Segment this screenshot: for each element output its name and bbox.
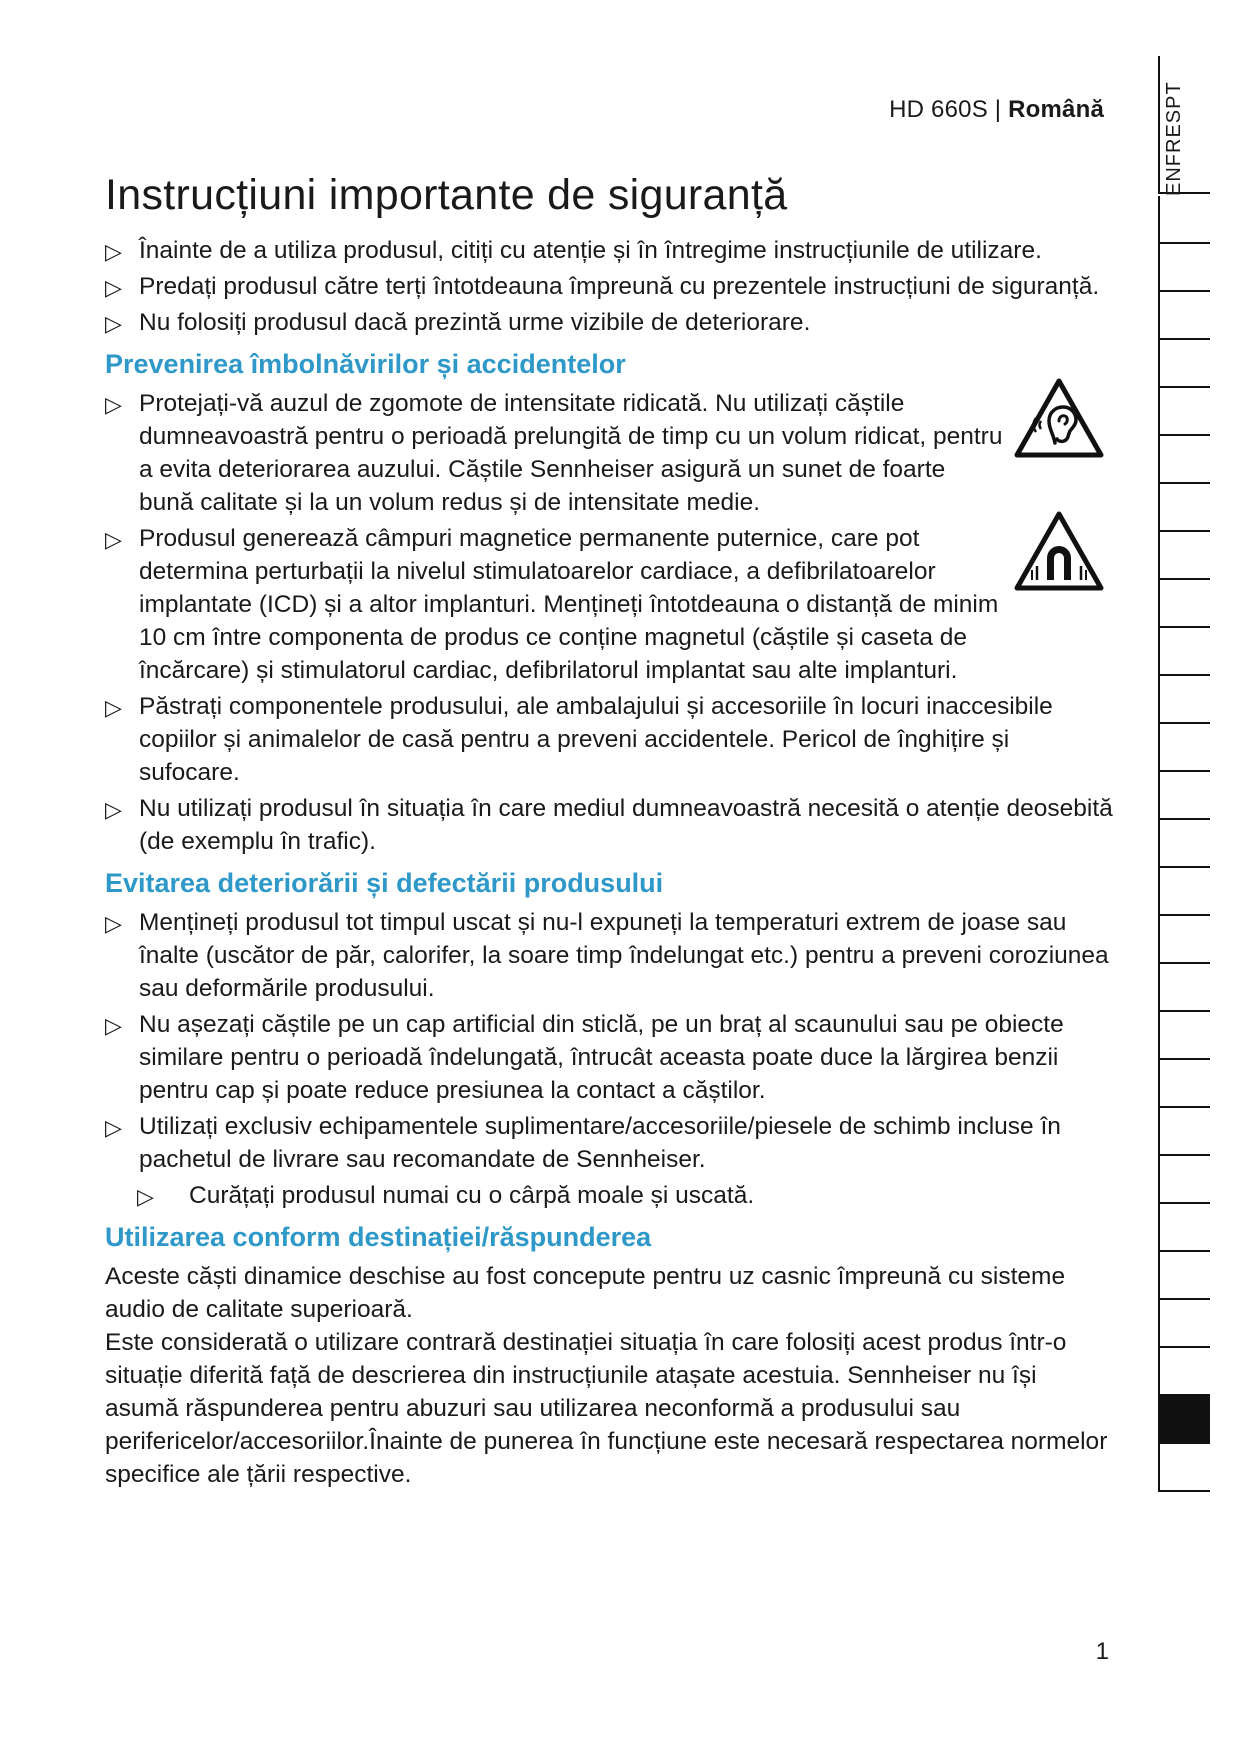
bullet-triangle-icon: ▷ [105, 527, 122, 552]
language-tab[interactable] [1158, 1108, 1210, 1156]
language-tab[interactable] [1158, 1396, 1210, 1444]
bullet-triangle-icon: ▷ [105, 275, 122, 300]
language-tab[interactable] [1158, 292, 1210, 340]
language-tab[interactable] [1158, 436, 1210, 484]
language-tab[interactable] [1158, 772, 1210, 820]
language-tab[interactable] [1158, 484, 1210, 532]
bullet-triangle-icon: ▷ [105, 911, 122, 936]
language-tab[interactable] [1158, 1444, 1210, 1492]
language-tab[interactable] [1158, 1060, 1210, 1108]
list-item: ▷ Utilizați exclusiv echipamentele suplimentare/accesoriile/piesele de schimb incluse în pachetul de livrare sau recomandate de Sennheiser. [105, 1113, 1061, 1173]
paragraph: Este considerată o utilizare contrară destinației situația în care folosiți acest produs într-o situație diferită față de descrierea din instrucțiunile atașate acestuia. Sennheiser nu își asumă răspunderea pentru abuzuri sau utilizarea neconformă a produsului sau perifericelor/accesoriilor.Înainte de punerea în funcțiune este necesară respectarea normelor specifice ale țării respective. [105, 1329, 1108, 1488]
bullet-triangle-icon: ▷ [105, 695, 122, 720]
tab-label-pt[interactable]: PT [1163, 81, 1185, 109]
bullet-triangle-icon: ▷ [105, 1013, 122, 1038]
language-tab-labels [1163, 81, 1186, 196]
language-tab[interactable] [1158, 1204, 1210, 1252]
bullet-triangle-icon: ▷ [105, 797, 122, 822]
list-item: ▷ Protejați-vă auzul de zgomote de intensitate ridicată. Nu utilizați căștile dumneavoastră pentru o perioadă prelungită de timp cu un volum ridicat, pentru a evita deteriorarea auzului. Căștile Sennheiser asigură un sunet de foarte bună calitate și la un volum redus și de intensitate medie. [105, 387, 1113, 519]
language-tab[interactable] [1158, 724, 1210, 772]
main-content [105, 168, 1113, 1491]
language-tab[interactable] [1158, 820, 1210, 868]
page-header [889, 96, 1104, 124]
bullet-triangle-icon: ▷ [105, 392, 122, 417]
tab-label-es[interactable]: ES [1163, 108, 1185, 138]
language-tab[interactable] [1158, 388, 1210, 436]
tab-label-en[interactable]: EN [1163, 166, 1185, 196]
list-item: ▷ Produsul generează câmpuri magnetice permanente puternice, care pot determina perturbații la nivelul stimulatoarelor cardiace, a defibrilatoarelor implantate (ICD) și a altor implanturi. Mențineți întotdeauna o distanță de minim 10 cm între componenta de produs ce conține magnetul (căștile și caseta de încărcare) și stimulatorul cardiac, defibrilatorul implantat sau alte implanturi. [105, 522, 1113, 687]
language-tab[interactable] [1158, 1300, 1210, 1348]
magnetic-field-warning-icon [1013, 510, 1105, 592]
language-tab[interactable] [1158, 1012, 1210, 1060]
language-tab[interactable] [1158, 244, 1210, 292]
language-tab[interactable] [1158, 628, 1210, 676]
section-heading-health: Prevenirea îmbolnăvirilor și accidentelor [105, 349, 626, 379]
language-tab[interactable] [1158, 676, 1210, 724]
language-tab[interactable] [1158, 1348, 1210, 1396]
bullet-triangle-icon: ▷ [105, 1115, 122, 1140]
list-item: ▷ Nu utilizați produsul în situația în care mediul dumneavoastră necesită o atenție deosebită (de exemplu în trafic). [105, 795, 1113, 855]
language-tab[interactable] [1158, 196, 1210, 244]
paragraph: Aceste căști dinamice deschise au fost concepute pentru uz casnic împreună cu sisteme audio de calitate superioară. [105, 1263, 1066, 1323]
language-tab[interactable] [1158, 532, 1210, 580]
list-item: ▷ Predați produsul către terți întotdeauna împreună cu prezentele instrucțiuni de siguranță. [105, 270, 1113, 303]
header-separator: | [994, 96, 1002, 123]
list-item: ▷ Nu așezați căștile pe un cap artificial din sticlă, pe un braț al scaunului sau pe obiecte similare pentru o perioadă îndelungată, întrucât aceasta poate duce la lărgirea benzii pentru cap și poate reduce presiunea la contact a căștilor. [105, 1011, 1064, 1104]
language-tab[interactable] [1158, 868, 1210, 916]
language-tab[interactable] [1158, 964, 1210, 1012]
page-number: 1 [1095, 1638, 1109, 1665]
bullet-triangle-icon: ▷ [105, 311, 122, 336]
section-heading-damage: Evitarea deteriorării și defectării produsului [105, 868, 664, 898]
tab-label-fr[interactable]: FR [1163, 137, 1185, 167]
language-tab[interactable] [1158, 916, 1210, 964]
language-tab[interactable] [1158, 340, 1210, 388]
section-heading-intended-use: Utilizarea conform destinației/răspunderea [105, 1222, 652, 1252]
language-tab[interactable] [1158, 1252, 1210, 1300]
language-tab[interactable] [1158, 580, 1210, 628]
model-name: HD 660S [889, 96, 988, 123]
bullet-triangle-icon: ▷ [105, 239, 122, 264]
page-title: Instrucțiuni importante de siguranță [105, 171, 788, 219]
bullet-triangle-icon: ▷ [137, 1184, 154, 1209]
list-item: ▷ Curățați produsul numai cu o cârpă moale și uscată. [105, 1179, 1113, 1212]
language-tab[interactable] [1158, 1156, 1210, 1204]
list-item: ▷ Păstrați componentele produsului, ale ambalajului și accesoriile în locuri inaccesibile copiilor și animalelor de casă pentru a preveni accidentele. Pericol de înghițire și sufocare. [105, 693, 1053, 786]
list-item: ▷ Mențineți produsul tot timpul uscat și nu-l expuneți la temperaturi extrem de joase sau înalte (uscător de păr, calorifer, la soare timp îndelungat etc.) pentru a preveni coroziunea sau deformările produsului. [105, 909, 1109, 1002]
list-item: ▷ Nu folosiți produsul dacă prezintă urme vizibile de deteriorare. [105, 306, 1113, 339]
header-language: Română [1008, 96, 1104, 123]
list-item: ▷ Înainte de a utiliza produsul, citiți cu atenție și în întregime instrucțiunile de utilizare. [105, 234, 1113, 267]
hearing-warning-icon [1013, 377, 1105, 459]
